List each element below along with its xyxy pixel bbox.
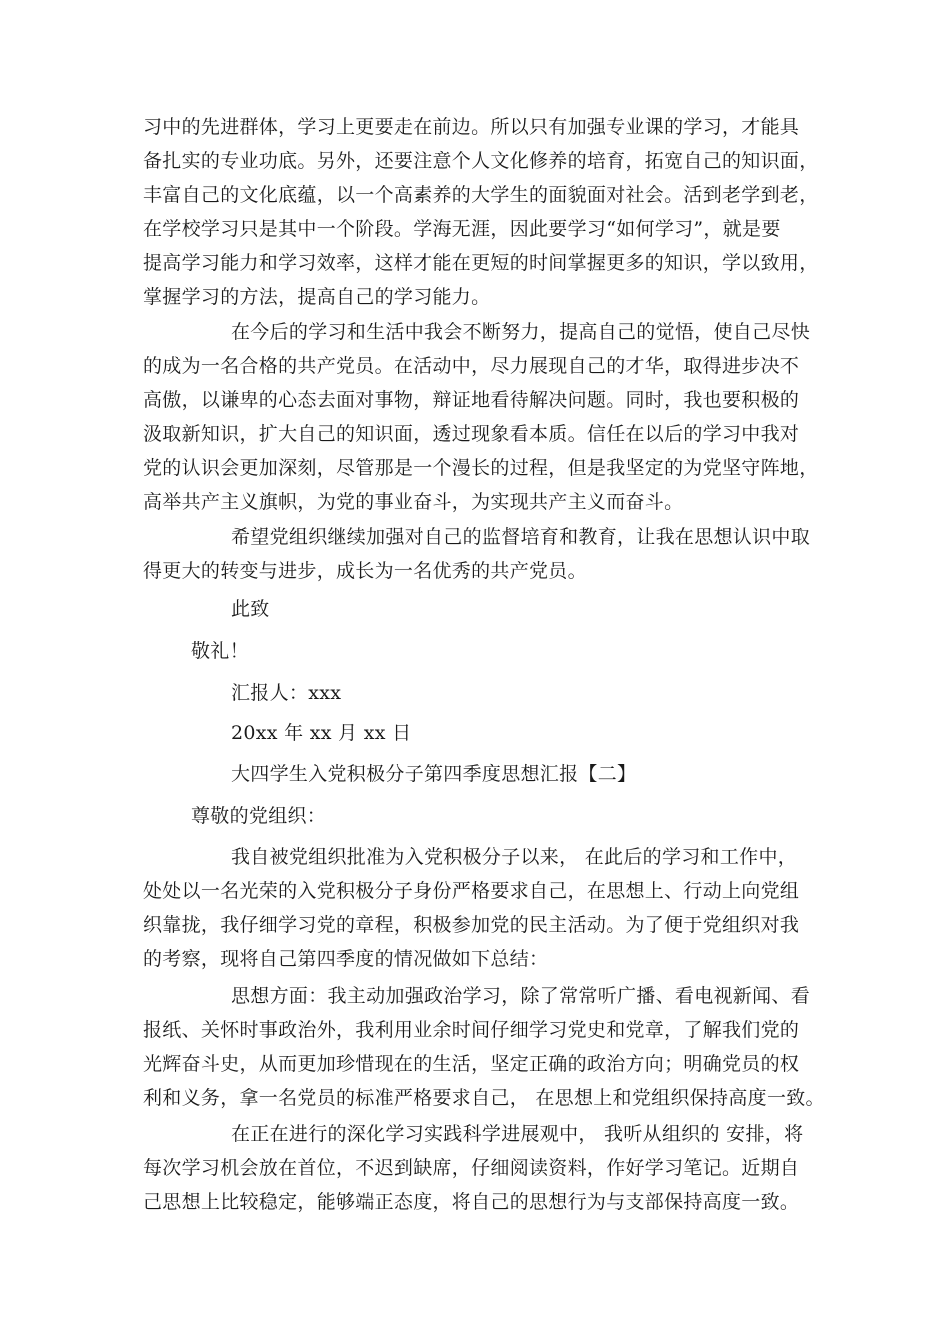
reporter-line — [143, 676, 823, 710]
text-line: 希望党组织继续加强对自己的监督培育和教育，让我在思想认识中取 — [231, 526, 811, 548]
reporter-text: 汇报人：xxx — [231, 682, 342, 704]
date-text: 20xx 年 xx 月 xx 日 — [231, 722, 412, 744]
text-line: 光辉奋斗史，从而更加珍惜现在的生活，坚定正确的政治方向；明确党员的权 — [143, 1053, 800, 1075]
text-line: 丰富自己的文化底蕴，以一个高素养的大学生的面貌面对社会。活到老学到老， — [143, 184, 819, 206]
text-line: 每次学习机会放在首位，不迟到缺席，仔细阅读资料，作好学习笔记。近期自 — [143, 1157, 800, 1179]
text-line: 处处以一名光荣的入党积极分子身份严格要求自己，在思想上、行动上向党组 — [143, 880, 800, 902]
text-line: 思想方面：我主动加强政治学习，除了常常听广播、看电视新闻、看 — [231, 985, 811, 1007]
text-line: 习中的先进群体，学习上更要走在前边。所以只有加强专业课的学习，才能具 — [143, 116, 800, 138]
text-line: 在正在进行的深化学习实践科学进展观中， 我听从组织的 安排，将 — [231, 1123, 804, 1145]
text-line: 备扎实的专业功底。另外，还要注意个人文化修养的培育，拓宽自己的知识面， — [143, 150, 819, 172]
text-line: 织靠拢，我仔细学习党的章程，积极参加党的民主活动。为了便于党组织对我 — [143, 914, 800, 936]
closing-cizhi — [143, 592, 823, 626]
paragraph-thought — [143, 979, 823, 1115]
paragraph-future — [143, 315, 823, 519]
paragraph-intro — [143, 840, 823, 976]
salutation-text: 尊敬的党组织： — [191, 805, 327, 827]
salutation — [143, 799, 823, 833]
section-title-text: 大四学生入党积极分子第四季度思想汇报【二】 — [231, 763, 637, 785]
text-line: 在学校学习只是其中一个阶段。学海无涯，因此要学习“如何学习”，就是要 — [143, 218, 781, 240]
text-line: 汲取新知识，扩大自己的知识面，透过现象看本质。信任在以后的学习中我对 — [143, 423, 800, 445]
text-line: 在今后的学习和生活中我会不断努力，提高自己的觉悟，使自己尽快 — [231, 321, 811, 343]
date-line — [143, 716, 823, 750]
text-line: 得更大的转变与进步，成长为一名优秀的共产党员。 — [143, 560, 587, 582]
section-title — [143, 757, 823, 791]
text-line: 掌握学习的方法，提高自己的学习能力。 — [143, 286, 491, 308]
paragraph-study — [143, 110, 823, 314]
text-line: 高傲，以谦卑的心态去面对事物，辩证地看待解决问题。同时，我也要积极的 — [143, 389, 800, 411]
text-line: 我自被党组织批准为入党积极分子以来， 在此后的学习和工作中， — [231, 846, 798, 868]
closing-jingli — [143, 634, 823, 668]
paragraph-hope — [143, 520, 823, 588]
text-line: 报纸、关怀时事政治外，我利用业余时间仔细学习党史和党章，了解我们党的 — [143, 1019, 800, 1041]
text-line: 提高学习能力和学习效率，这样才能在更短的时间掌握更多的知识，学以致用， — [143, 252, 819, 274]
closing-jingli-text: 敬礼！ — [191, 640, 249, 662]
text-line: 党的认识会更加深刻，尽管那是一个漫长的过程，但是我坚定的为党坚守阵地， — [143, 457, 819, 479]
closing-cizhi-text: 此致 — [231, 598, 270, 620]
text-line: 利和义务，拿一名党员的标准严格要求自己， 在思想上和党组织保持高度一致。 — [143, 1087, 825, 1109]
paragraph-practice — [143, 1117, 823, 1219]
text-line: 己思想上比较稳定，能够端正态度，将自己的思想行为与支部保持高度一致。 — [143, 1191, 800, 1213]
text-line: 的考察，现将自己第四季度的情况做如下总结： — [143, 948, 549, 970]
text-line: 的成为一名合格的共产党员。在活动中，尽力展现自己的才华，取得进步决不 — [143, 355, 800, 377]
text-line: 高举共产主义旗帜，为党的事业奋斗，为实现共产主义而奋斗。 — [143, 491, 684, 513]
